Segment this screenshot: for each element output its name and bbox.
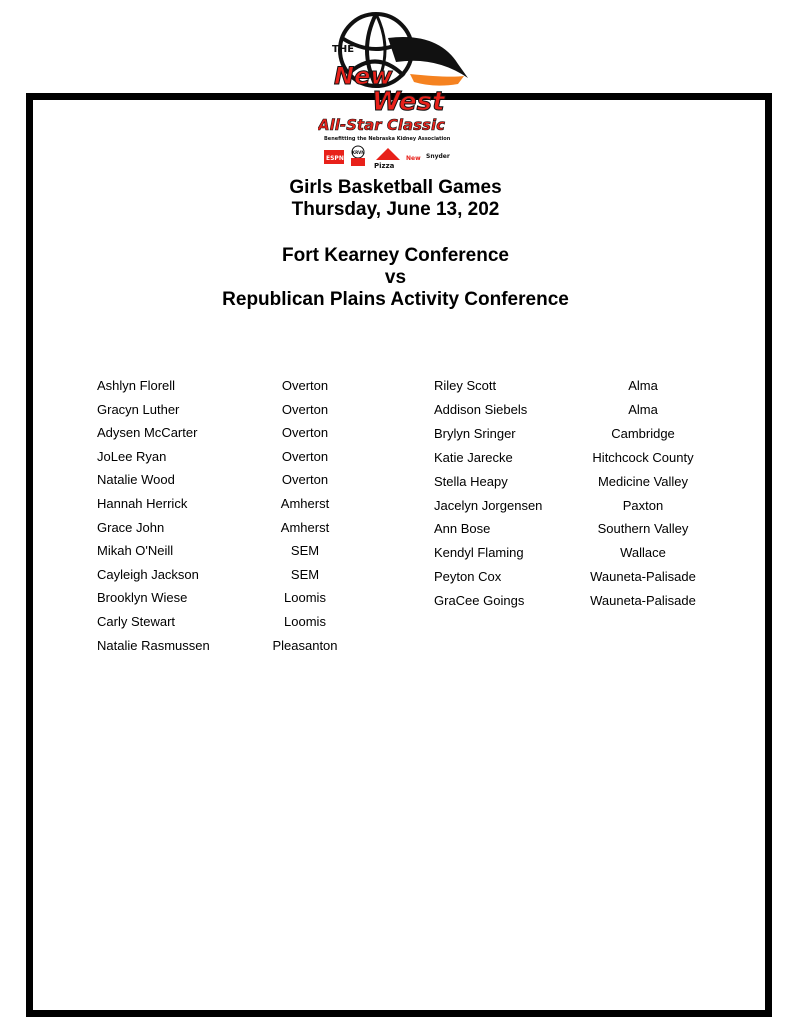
versus-label: vs — [384, 267, 407, 288]
player-school: Cambridge — [611, 425, 675, 441]
player-name: Jacelyn Jorgensen — [434, 497, 543, 513]
player-school: Amherst — [280, 519, 330, 535]
player-school: Overton — [281, 472, 329, 488]
player-school: Wallace — [620, 545, 666, 561]
event-date: Thursday, June 13, 202 — [291, 199, 500, 220]
player-school: Overton — [281, 448, 329, 464]
player-school: Alma — [628, 378, 658, 393]
event-logo — [318, 8, 478, 176]
player-name: Cayleigh Jackson — [97, 566, 199, 582]
player-name: GraCee Goings — [434, 593, 525, 609]
player-name: Stella Heapy — [434, 473, 508, 489]
player-name: Katie Jarecke — [434, 449, 513, 465]
player-name: Riley Scott — [434, 378, 497, 393]
player-school: SEM — [290, 543, 320, 559]
svg-text:All-Star Classic: All-Star Classic — [318, 116, 445, 134]
svg-text:ESPN: ESPN — [326, 155, 344, 162]
conference-home: Fort Kearney Conference — [281, 245, 509, 266]
player-name: Kendyl Flaming — [434, 545, 524, 561]
player-school: Amherst — [280, 496, 330, 511]
player-school: Alma — [628, 401, 658, 417]
basketball-logo-icon — [318, 8, 478, 176]
player-name: Hannah Herrick — [97, 496, 188, 511]
player-school: Medicine Valley — [597, 473, 689, 489]
svg-text:Benefitting the Nebraska Kidne: Benefitting the Nebraska Kidney Association — [324, 136, 451, 142]
player-school: Pleasanton — [272, 637, 338, 653]
svg-text:KRVN: KRVN — [352, 150, 365, 155]
player-name: Mikah O'Neill — [97, 543, 174, 559]
event-title: Girls Basketball Games — [289, 177, 502, 198]
player-school: Wauneta-Palisade — [590, 593, 696, 609]
player-name: Carly Stewart — [97, 614, 176, 629]
player-name: Grace John — [97, 519, 165, 535]
svg-text:New: New — [334, 62, 393, 90]
svg-text:Pizza: Pizza — [374, 162, 395, 170]
svg-text:New: New — [406, 155, 421, 162]
player-name: Natalie Wood — [97, 472, 175, 488]
player-school: Hitchcock County — [592, 449, 694, 465]
player-name: JoLee Ryan — [97, 448, 167, 464]
player-name: Brylyn Sringer — [434, 425, 516, 441]
player-name: Gracyn Luther — [97, 401, 180, 417]
player-school: Overton — [281, 401, 329, 417]
event-header — [0, 177, 791, 311]
player-school: SEM — [290, 566, 320, 582]
player-school: Loomis — [284, 614, 326, 629]
player-name: Brooklyn Wiese — [97, 590, 188, 606]
svg-text:West: West — [372, 87, 445, 117]
player-name: Peyton Cox — [434, 569, 502, 585]
player-name: Adysen McCarter — [97, 425, 198, 441]
conference-away: Republican Plains Activity Conference — [222, 289, 569, 310]
player-name: Ann Bose — [434, 521, 491, 537]
player-school: Wauneta-Palisade — [590, 569, 696, 585]
svg-text:Snyder: Snyder — [426, 153, 450, 160]
player-name: Ashlyn Florell — [97, 378, 176, 393]
player-school: Overton — [281, 425, 329, 441]
player-name: Natalie Rasmussen — [97, 637, 210, 653]
player-school: Paxton — [622, 497, 664, 513]
player-school: Loomis — [284, 590, 326, 606]
player-school: Southern Valley — [597, 521, 689, 537]
svg-text:THE: THE — [332, 44, 355, 55]
player-name: Addison Siebels — [434, 401, 528, 417]
player-school: Overton — [281, 378, 329, 393]
